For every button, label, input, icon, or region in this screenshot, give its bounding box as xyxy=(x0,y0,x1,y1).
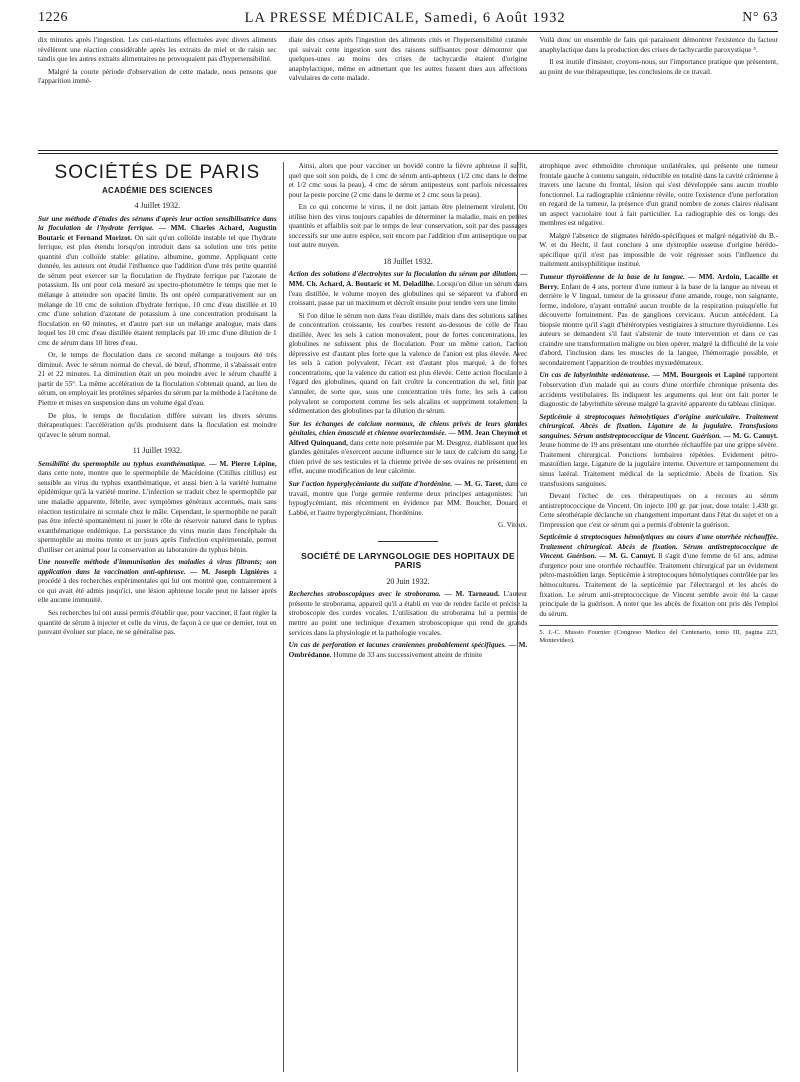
article-paragraph: Si l'on dilue le sérum non dans l'eau distillée, mais dans des solutions salines de concentration croissante, les courbes restent au-dessous de celle de l'eau distillée. Avec les sels à cation monovalent, pour de fortes concentrations, les globulines ne subissent plus de floculation. Pour un même cation, l'action dépressive est d'autant plus forte que la valence de l'anion est plus élevée. Avec les sels à cation polyvalent, l'écart est d'autant plus marqué, à de fortes concentrations, que la valence du cation est plus élevée. Cette action floculante à l'égard des globulines, quand on fait croître la concentration du sel, finit par s'annuler, de sorte que, sous une concentration très forte, les sels à cation polyvalent se comportent comme les sels alcalins et suppriment totalement la sédimentation des globulines par la dilution du sérum. xyxy=(288,311,528,416)
top-col-1 xyxy=(38,36,277,146)
column-divider-2 xyxy=(517,162,518,1072)
article: Septicémie à streptocoques hémolytiques au cours d'une otorrhée réchauffée. Traitement chirurgical. Abcès de fixation. Sérum antistreptococcique de Vincent. Guérison. — M. G. Canuyt. Il s'agit d'une femme de 61 ans, admise d'urgence pour une otorrhée réchauffée. Traitement chirurgical par un évidement pétro-mastoïdien large. Septicémie à streptocoques hémolytiques contrôlée par les hémocultures. Traitement de la septicémie par l'électrargol et les abcès de fixation. Le sérum anti-streptococcique de Vincent semble avoir été la cause principale de la guérison. A noter que les abcès de fixation ont pris dès l'emploi du sérum. xyxy=(539,533,779,618)
article: Tumeur thyroïdienne de la base de la langue. — MM. Ardoin, Lacaille et Berry. Enfant de 4 ans, porteur d'une tumeur à la base de la langue au niveau et derrière le V lingual, tumeur de la grosseur d'une amande, rouge, non saignante, ferme, indolore, n'ayant entraîné aucun trouble de la respiration puisqu'elle fut découverte fortuitement. Pas de ganglions cervicaux. Aucun antécédent. La biopsie montre qu'il s'agit d'hétérotypies vestigiaires à structure thyroïdienne. Les auteurs se demandent s'il faut s'abstenir de toute intervention et dans ce cas craindre une transformation maligne ou bien opérer, malgré la difficulté de la voie d'abord, l'inclusion dans les muscles de la langue, l'hémorragie possible, et secondairement l'apparition de troubles myxœdémateux. xyxy=(539,273,779,367)
session-date: 20 Juin 1932. xyxy=(386,576,430,586)
article-paragraph: De plus, le temps de floculation diffère suivant les divers sérums thérapeutiques: l'accélération qu'ils produisent dans la floculation est moindre qu'avec le sérum normal. xyxy=(38,411,277,439)
top-col-2 xyxy=(289,36,528,146)
article: Sur une méthode d'études des sérums d'après leur action sensibilisatrice dans la floculation de l'hydrate ferrique. — MM. Charles Achard, Augustin Boutaric et Fernand Morizot. On sait qu'un colloïde instable tel que l'hydrate ferrique, est plus étendu lorsqu'on introduit dans sa solution une très petite quantité d'un colloïde stable: gélatine, albumine, gomme. Appliquant cette donnée, les auteurs ont étudié l'influence que l'addition d'une très petite quantité de sérum peut exercer sur la floculation de l'hydrate ferrique par l'azotate de potassium. Ils ont pour cela mesuré au spectro-photomètre le temps que met le mélange à atteindre son opacité limite. Ils ont opéré comparativement sur un mélange de 10 cmc de solution d'hydrate ferrique, 10 cmc d'eau distillée et 10 cmc d'une solution d'azotate de potassium à une concentration produisant la floculation en 60 minutes, et d'autre part sur un mélange analogue, mais dans lequel les 10 cmc d'eau distillée étaient remplacés par 10 cmc d'une dilution de 1 cmc de sérum dans 10 litres d'eau. xyxy=(38,214,277,347)
top-col-1-text-b: Malgré la courte période d'observation de cette malade, nous pensons que l'apparition immé- xyxy=(38,67,277,86)
society-heading: SOCIÉTÉ DE LARYNGOLOGIE DES HOPITAUX DE PARIS xyxy=(301,550,515,571)
top-col-1-text: dix minutes après l'ingestion. Les cuti-réactions effectuées avec divers aliments révélèrent une réaction considérable après les extraits de miel et de raisin sec tandis que les autres extraits alimentaires ne provoquaient pas d'hypersensibilité. xyxy=(38,36,277,64)
session-date: 11 Juillet 1932. xyxy=(132,446,182,456)
session-date: 18 Juillet 1932. xyxy=(383,256,433,266)
article-paragraph: En ce qui concerne le virus, il ne doit jamais être pleinement virulent. On utilise bien des virus toujours capables de déterminer la maladie, mais en petites quantités et affaiblis soit par le temps de leur conservation, soit par des passages successifs sur une autre espèce, soit encore par l'addition d'un antiseptique ou par tout autre moyen. xyxy=(288,203,528,250)
main-col-1 xyxy=(38,162,277,1074)
session-date: 4 Juillet 1932. xyxy=(134,201,181,211)
article: Septicémie à streptocoques hémolytiques d'origine auriculaire. Traitement chirurgical. Abcès de fixation. Ligature de la jugulaire. Transfusions sanguines. Sérum antistreptococcique de Vincent. Guérison. — M. G. Canuyt. Jeune homme de 19 ans présentant une otorrhée réchauffée par une grippe sévère. Traitement chirurgical. Ponctions lombaires répétées. Evidement pétro-mastoïdien large. Ligature de la jugulaire interne. Ouverture et tamponnement du sinus latéral. Traitement médical de la septicémie. Abcès de fixation. Six transfusions sanguines. xyxy=(539,412,779,488)
separator-rule xyxy=(378,541,438,542)
top-col-3-text: Voilà donc un ensemble de faits qui paraissent démontrer l'existence du facteur anaphylactique dans la production des crises de tachycardie paroxystique ⁵. xyxy=(539,36,779,54)
section-rule-1 xyxy=(38,150,778,151)
article: Sur l'action hyperglycémiante du sulfate d'hordénine. — M. G. Taret, dans ce travail, montre que l'orge germée renferme deux principes antagonistes: l'un hypoglycémiant, mis récemment en évidence par MM. Boucher, Douard et Labbé, et l'autre hyperglycémiant, l'hordénine. xyxy=(288,479,528,517)
top-col-3 xyxy=(539,36,778,146)
article: Un cas de perforation et lacunes craniennes probablement spécifiques. — M. Ombrédanne. Homme de 33 ans successivement atteint de rhinite xyxy=(288,641,528,659)
issue-number: N° 63 xyxy=(742,10,778,25)
article-paragraph: atrophique avec ethmoïdite chronique unilatérales, qui présente une tumeur frontale gauche à contenu sanguin, réductible en totalité dans la cavité crânienne à travers une lacune du frontal, lésion qui s'est développée sans aucun trouble fonctionnel. La radiographie crânienne révèle, outre l'existence d'une perforation en regard de la tumeur, la présence d'un grand nombre de zones claires réalisant un aspect vacuolaire tout à fait particulier. La radiographie des os longs des membres est négative. xyxy=(539,162,779,228)
article: Recherches stroboscopiques avec le stroborama. — M. Tarneaud. L'auteur présente le stroborama, appareil qu'il a établi en vue de rendre facile et précise la stroboscopie des cordes vocales. L'utilisation du stroborama lui a permis de mettre au point une technique d'examen stroboscopique qui rend de grands services dans la physiologie et la pathologie vocales. xyxy=(288,590,528,637)
top-col-2-text: diate des crises après l'ingestion des aliments cités et l'hypersensibilité cutanée qui suivait cette ingestion sont des raisons suffisantes pour démontrer que quelques-unes au moins des crises de tachycardie étaient d'origine anaphylactique, même en admettant que les autres fussent dues aux affections valvulaires de cette malade. xyxy=(288,36,528,83)
article: Sensibilité du spermophile au typhus exanthématique. — M. Pierre Lépine, dans cette note, montre que le spermophile de Macédoine (Citillus citillus) est sensible au virus du typhus exanthématique, et aussi bien à la variété humaine épidémique qu'à la variété murine. L'infection se traduit chez le spermophile par une maladie apparente, fébrile, avec symptômes généraux accentués, mais sans réaction testiculaire ni scrotale chez le mâle. Cependant, le spermophile ne paraît pas être infecté spontanément ni jouer le rôle de réservoir naturel dans le typhus exanthématique endémique. La persistance du virus murin dans l'encéphale du spermophile au moins trente et un jours après l'infection expérimentale, permet d'utiliser cet animal pour la conservation au laboratoire du typhus bénin. xyxy=(38,459,277,554)
signature: G. Vitoux. xyxy=(498,521,528,530)
main-columns xyxy=(38,162,778,1074)
article-paragraph: Ses recherches lui ont aussi permis d'établir que, pour vacciner, il faut régler la quantité de sérum à injecter et celle du virus, de façon à ce que ce dernier, tout en pouvant évoluer sur place, ne se généralise pas. xyxy=(38,608,277,637)
journal-title: LA PRESSE MÉDICALE, Samedi, 6 Août 1932 xyxy=(244,9,566,26)
main-col-2 xyxy=(289,162,528,1074)
article: Sur les échanges de calcium normaux, de chiens privés de leurs glandes génitales, chien émasculé et chienne ovariectomisée. — MM. Jean Cheymot et Alfred Quinquand, dans cette note présentée par M. Desgrez, établissent que les glandes génitales n'exercent aucune influence sur le taux de calcium du sang. Le chien privé de ses testicules et la chienne privée de ses ovaires ne présentent, en effet, aucune modification de leur calcémie. xyxy=(288,419,528,476)
top-col-3-text-b: Il est inutile d'insister, croyons-nous, sur l'importance pratique que présentent, au point de vue thérapeutique, les conclusions de ce travail. xyxy=(539,58,779,76)
section-title: SOCIÉTÉS DE PARIS xyxy=(54,162,261,183)
article: Un cas de labyrinthite œdémateuse. — MM. Bourgeois et Lapiné rapportent l'observation d'un malade qui au cours d'une otorrhée chronique présenta des accidents vestibulaires. Ils indiquent les arguments qui leur ont fait porter le diagnostic de labyrinthite séreuse malgré la gravité apparente du tableau clinique. xyxy=(539,371,779,409)
article-paragraph: Ainsi, alors que pour vacciner un bovidé contre la fièvre aphteuse il suffit, quel que soit son poids, de 1 cmc de sérum anti-aphteux (1/2 cmc dans le derme et 1/2 cmc sous la peau), 4 cmc de sérum antipesteux sont parfois nécessaires pour la peste porcine (2 cmc dans le derme et 2 cmc sous la peau). xyxy=(288,162,528,199)
section-rule-2 xyxy=(38,153,778,154)
footnote: 5. J.-C. Mussio Fournier (Congreso Medico del Centenario, tomo III, pagina 223, Montevideo). xyxy=(539,625,778,645)
article: Une nouvelle méthode d'immunisation des maladies à virus filtrants; son application dans la vaccination anti-aphteuse. — M. Joseph Lignières a procédé à des recherches expérimentales qui lui ont montré que, contrairement à ce qui avait été admis jusqu'ici, une lésion aphteuse locale peut ne laisser après elle aucune immunité. xyxy=(38,558,277,605)
top-continuation xyxy=(38,36,778,146)
article: Action des solutions d'électrolytes sur la floculation du sérum par dilution. — MM. Ch. Achard, A. Boutaric et M. Doladilhe. Lorsqu'on dilue un sérum dans l'eau distillée, le volume moyen des globulines qui se séparent va d'abord en croissant, passe par un maximum et décroît ensuite pour tendre vers une limite. xyxy=(288,270,528,308)
column-divider-1 xyxy=(283,162,284,1072)
article-paragraph: Devant l'échec de ces thérapeutiques on a recours au sérum antistreptococcique de Vincent. On injecte 100 gr. par jour, dose totale: 1.430 gr. Cette sérothérapie déclanche un changement important dans l'état du sujet et on a l'impression que c'est ce sérum qui a permis d'obtenir la guérison. xyxy=(539,492,779,529)
main-col-3 xyxy=(539,162,778,1074)
academy-heading: ACADÉMIE DES SCIENCES xyxy=(101,185,213,195)
page-number: 1226 xyxy=(38,10,68,25)
page-header xyxy=(38,6,778,30)
article-paragraph: Or, le temps de floculation dans ce second mélange a toujours été très diminué. Avec le sérum normal de cheval, de bœuf, d'homme, il s'abaissait entre 21 et 22 minutes. La diminution était un peu moindre avec le sérum chauffé à partir de 55°. La même accélération de la floculation s'obtenait quand, au lieu de sérum, on employait les protéines séparées du sérum par la méthode à l'acétone de Piettre et mises en suspension dans un volume égal d'eau. xyxy=(38,351,277,408)
header-rule xyxy=(38,31,778,32)
article-paragraph: Malgré l'absence de stigmates hérédo-spécifiques et malgré négativité du B.-W. et du Hecht, il faut conclure à une dystrophie osseuse d'origine hérédo-spécifique qu'il n'est pas impossible de voir régresser sous l'influence du traitement antisyphilitique institué. xyxy=(539,231,779,269)
